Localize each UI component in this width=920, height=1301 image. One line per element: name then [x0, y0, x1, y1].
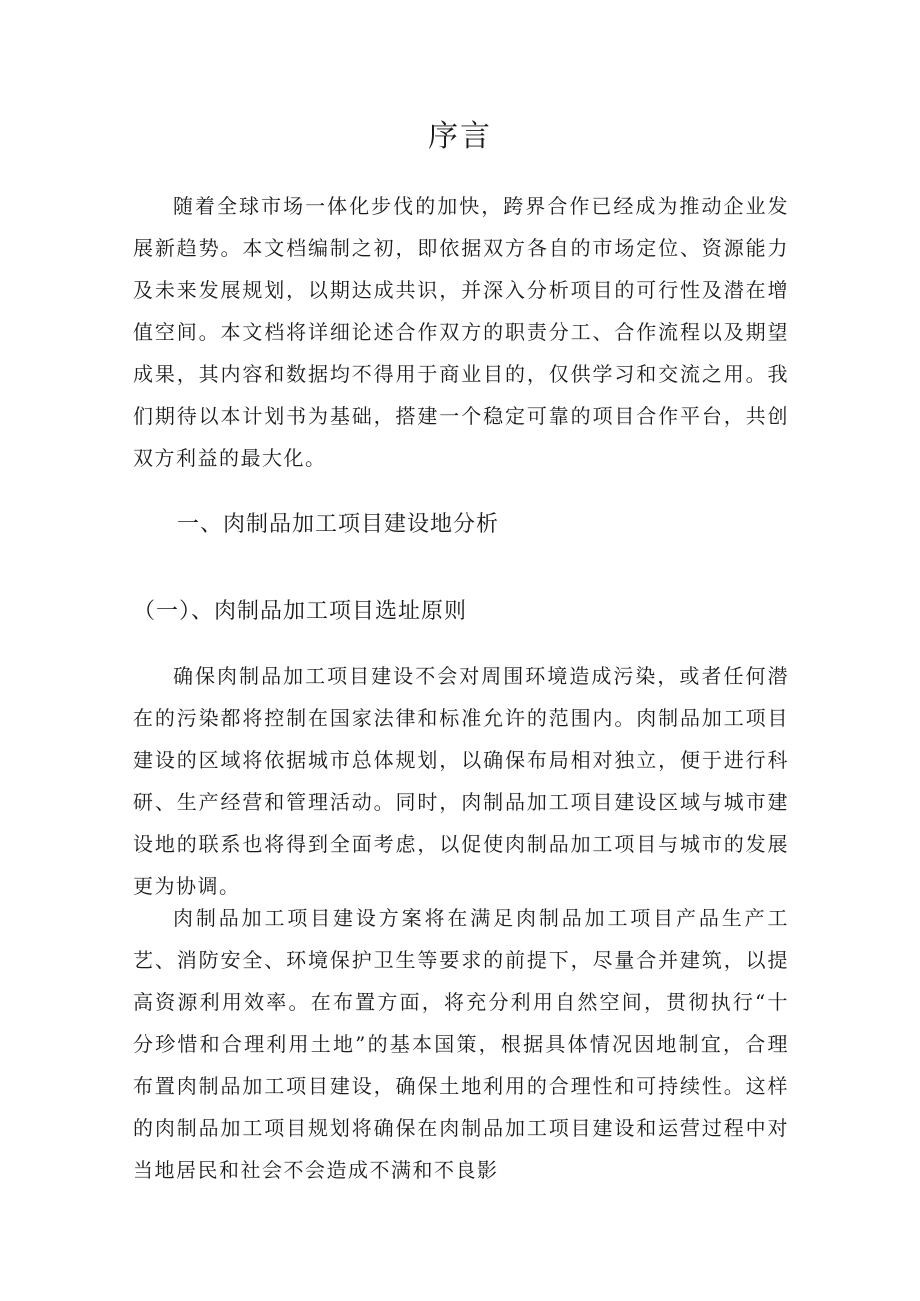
page-title: 序言	[428, 119, 492, 154]
body-paragraph: 肉制品加工项目建设方案将在满足肉制品加工项目产品生产工艺、消防安全、环境保护卫生等要求的前提下，尽量合并建筑，以提高资源利用效率。在布置方面，将充分利用自然空间，贯彻执行“十分珍惜和合理利用土地”的基本国策，根据具体情况因地制宜，合理布置肉制品加工项目建设，确保土地利用的合理性和可持续性。这样的肉制品加工项目规划将确保在肉制品加工项目建设和运营过程中对当地居民和社会不会造成不满和不良影	[133, 906, 789, 1182]
section-heading: 一、肉制品加工项目建设地分析	[177, 512, 500, 537]
preface-paragraph: 随着全球市场一体化步伐的加快，跨界合作已经成为推动企业发展新趋势。本文档编制之初，即依据双方各自的市场定位、资源能力及未来发展规划，以期达成共识，并深入分析项目的可行性及潜在增值空间。本文档将详细论述合作双方的职责分工、合作流程以及期望成果，其内容和数据均不得用于商业目的，仅供学习和交流之用。我们期待以本计划书为基础，搭建一个稳定可靠的项目合作平台，共创双方利益的最大化。	[133, 194, 789, 470]
body-paragraph: 确保肉制品加工项目建设不会对周围环境造成污染，或者任何潜在的污染都将控制在国家法律和标准允许的范围内。肉制品加工项目建设的区域将依据城市总体规划，以确保布局相对独立，便于进行科研、生产经营和管理活动。同时，肉制品加工项目建设区域与城市建设地的联系也将得到全面考虑，以促使肉制品加工项目与城市的发展更为协调。	[133, 664, 789, 898]
subsection-heading: （一）、肉制品加工项目选址原则	[133, 599, 468, 624]
